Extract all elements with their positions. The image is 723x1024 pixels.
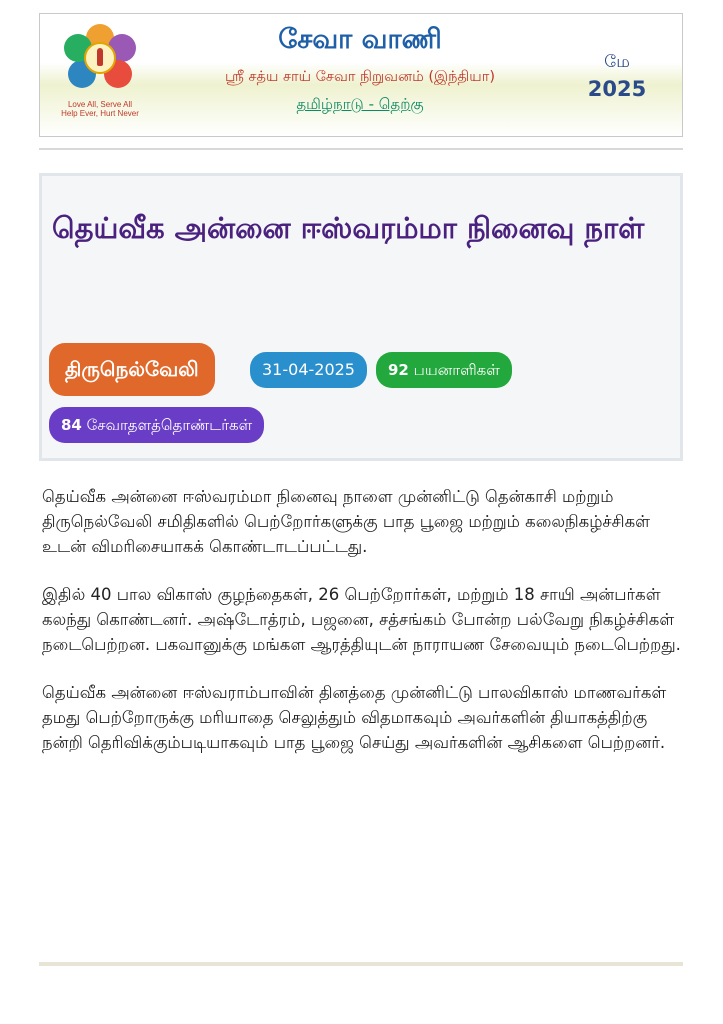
article-body xyxy=(42,484,682,778)
volunteers-label: சேவாதளத்தொண்டர்கள் xyxy=(86,416,253,434)
region-link[interactable]: தமிழ்நாடு - தெற்கு xyxy=(296,95,424,113)
sai-lotus-logo-icon xyxy=(64,24,136,96)
issue-month: மே xyxy=(604,52,630,72)
place-badge: திருநெல்வேலி xyxy=(49,343,215,396)
event-title: தெய்வீக அன்னை ஈஸ்வரம்மா நினைவு நாள் xyxy=(52,211,645,245)
article-paragraph: தெய்வீக அன்னை ஈஸ்வரம்மா நினைவு நாளை முன்னிட்டு தென்காசி மற்றும் திருநெல்வேலி சமிதிகளில் பெற்றோர்களுக்கு பாத பூஜை மற்றும் கலைநிகழ்ச்சிகள் உடன் விமரிசையாகக் கொண்டாடப்பட்டது. xyxy=(42,487,651,556)
newsletter-header xyxy=(39,13,683,137)
beneficiaries-count: 92 xyxy=(388,361,409,379)
beneficiaries-label: பயனாளிகள் xyxy=(413,361,500,379)
logo-block xyxy=(60,24,140,118)
logo-motto: Love All, Serve All Help Ever, Hurt Never xyxy=(61,100,139,118)
event-card xyxy=(39,173,683,461)
header-divider xyxy=(39,148,683,150)
newsletter-title: சேவா வாணி xyxy=(278,24,442,55)
issue-year: 2025 xyxy=(587,77,647,101)
volunteers-count: 84 xyxy=(61,416,82,434)
organization-name: ஸ்ரீ சத்ய சாய் சேவா நிறுவனம் (இந்தியா) xyxy=(225,69,495,85)
article-paragraph: இதில் 40 பால விகாஸ் குழந்தைகள், 26 பெற்றோர்கள், மற்றும் 18 சாயி அன்பர்கள் கலந்து கொண்டனர். அஷ்டோத்ரம், பஜனை, சத்சங்கம் போன்ற பல்வேறு நிகழ்ச்சிகள் நடைபெற்றன. பகவானுக்கு மங்கள ஆரத்தியுடன் நாராயண சேவையும் நடைபெற்றது. xyxy=(42,585,681,654)
date-badge: 31-04-2025 xyxy=(250,352,367,388)
volunteers-badge xyxy=(49,407,264,443)
beneficiaries-badge xyxy=(376,352,512,388)
footer-divider xyxy=(39,962,683,966)
article-paragraph: தெய்வீக அன்னை ஈஸ்வராம்பாவின் தினத்தை முன்னிட்டு பாலவிகாஸ் மாணவர்கள் தமது பெற்றோருக்கு மரியாதை செலுத்தும் விதமாகவும் அவர்களின் தியாகத்திற்கு நன்றி தெரிவிக்கும்படியாகவும் பாத பூஜை செய்து அவர்களின் ஆசிகளை பெற்றனர். xyxy=(42,683,667,752)
